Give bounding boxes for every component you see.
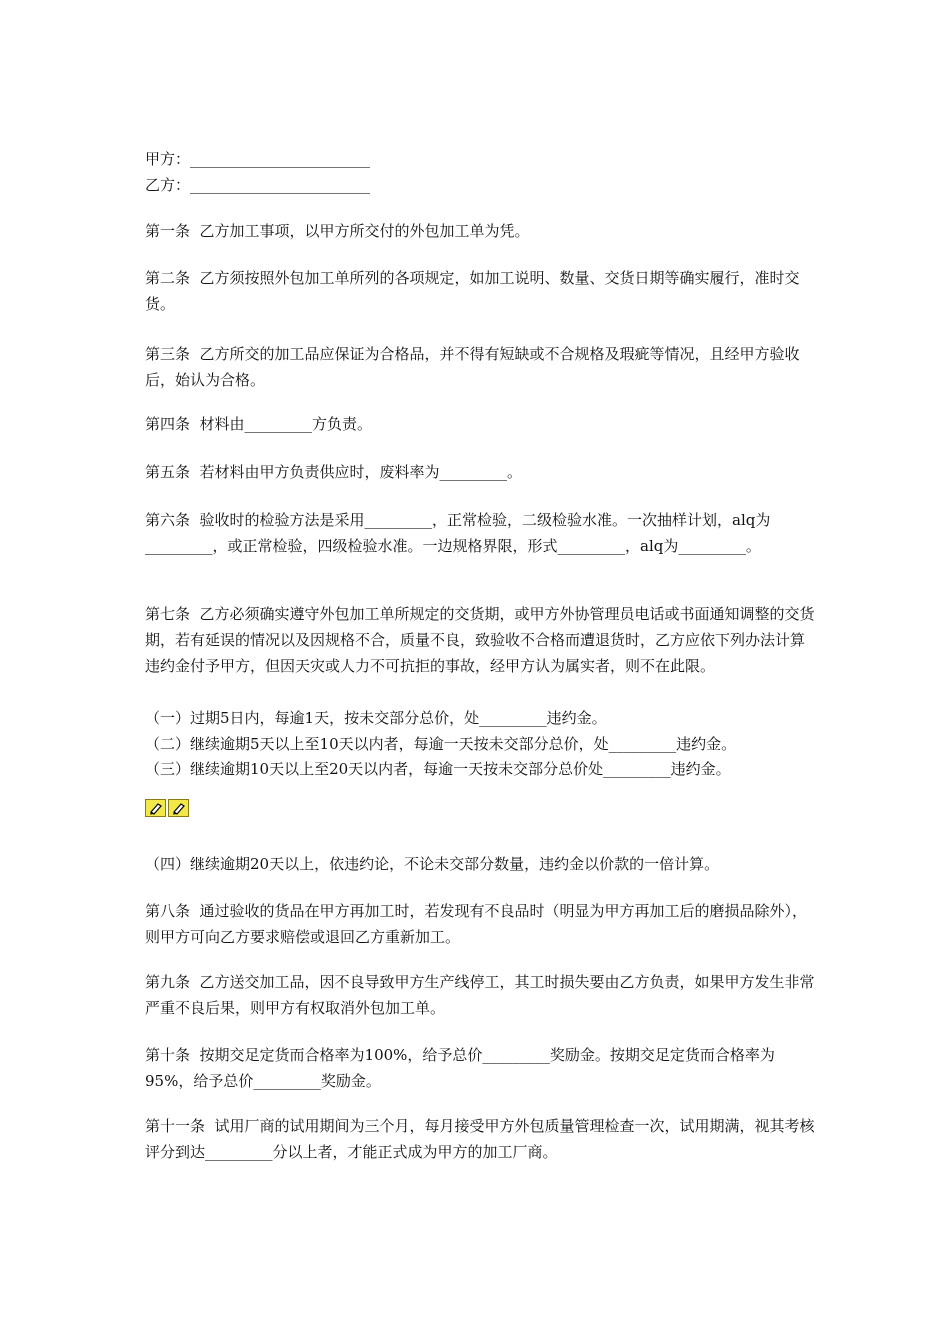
pencil-icon[interactable] (145, 799, 166, 817)
article-6: 第六条 验收时的检验方法是采用_________，正常检验，二级检验水准。一次抽样计划，alq为_________，或正常检验，四级检验水准。一边规格界限，形式_________，alq为_________。 (145, 511, 771, 555)
article-3: 第三条 乙方所交的加工品应保证为合格品，并不得有短缺或不合规格及瑕疵等情况，且经甲方验收后，始认为合格。 (145, 345, 800, 389)
party-a-line: 甲方：________________________ (145, 150, 371, 168)
article-7: 第七条 乙方必须确实遵守外包加工单所规定的交货期，或甲方外协管理员电话或书面通知调整的交货期，若有延误的情况以及因规格不合，质量不良，致验收不合格而遭退货时，乙方应依下列办法计算违约金付予甲方，但因天灾或人力不可抗拒的事故，经甲方认为属实者，则不在此限。 (145, 605, 815, 675)
article-10: 第十条 按期交足定货而合格率为100%，给予总价_________奖励金。按期交足定货而合格率为95%，给予总价_________奖励金。 (145, 1046, 775, 1090)
article-2: 第二条 乙方须按照外包加工单所列的各项规定，如加工说明、数量、交货日期等确实履行，准时交货。 (145, 269, 800, 313)
article-7-item-4: （四）继续逾期20天以上，依违约论，不论未交部分数量，违约金以价款的一倍计算。 (145, 855, 720, 873)
pencil-icon[interactable] (168, 799, 189, 817)
article-11: 第十一条 试用厂商的试用期间为三个月，每月接受甲方外包质量管理检查一次，试用期满，视其考核评分到达_________分以上者，才能正式成为甲方的加工厂商。 (145, 1117, 815, 1161)
article-4: 第四条 材料由_________方负责。 (145, 415, 373, 433)
article-7-item-3: （三）继续逾期10天以上至20天以内者，每逾一天按未交部分总价处_________违约金。 (145, 760, 731, 778)
article-8: 第八条 通过验收的货品在甲方再加工时，若发现有不良品时（明显为甲方再加工后的磨损品除外），则甲方可向乙方要求赔偿或退回乙方重新加工。 (145, 902, 808, 946)
embedded-icons (145, 799, 189, 817)
article-7-item-2: （二）继续逾期5天以上至10天以内者，每逾一天按未交部分总价，处_________违约金。 (145, 735, 737, 753)
article-9: 第九条 乙方送交加工品，因不良导致甲方生产线停工，其工时损失要由乙方负责，如果甲方发生非常严重不良后果，则甲方有权取消外包加工单。 (145, 973, 815, 1017)
article-1: 第一条 乙方加工事项，以甲方所交付的外包加工单为凭。 (145, 222, 530, 240)
party-b-line: 乙方：________________________ (145, 176, 371, 194)
article-5: 第五条 若材料由甲方负责供应时，废料率为_________。 (145, 463, 523, 481)
article-7-item-1: （一）过期5日内，每逾1天，按未交部分总价，处_________违约金。 (145, 709, 607, 727)
